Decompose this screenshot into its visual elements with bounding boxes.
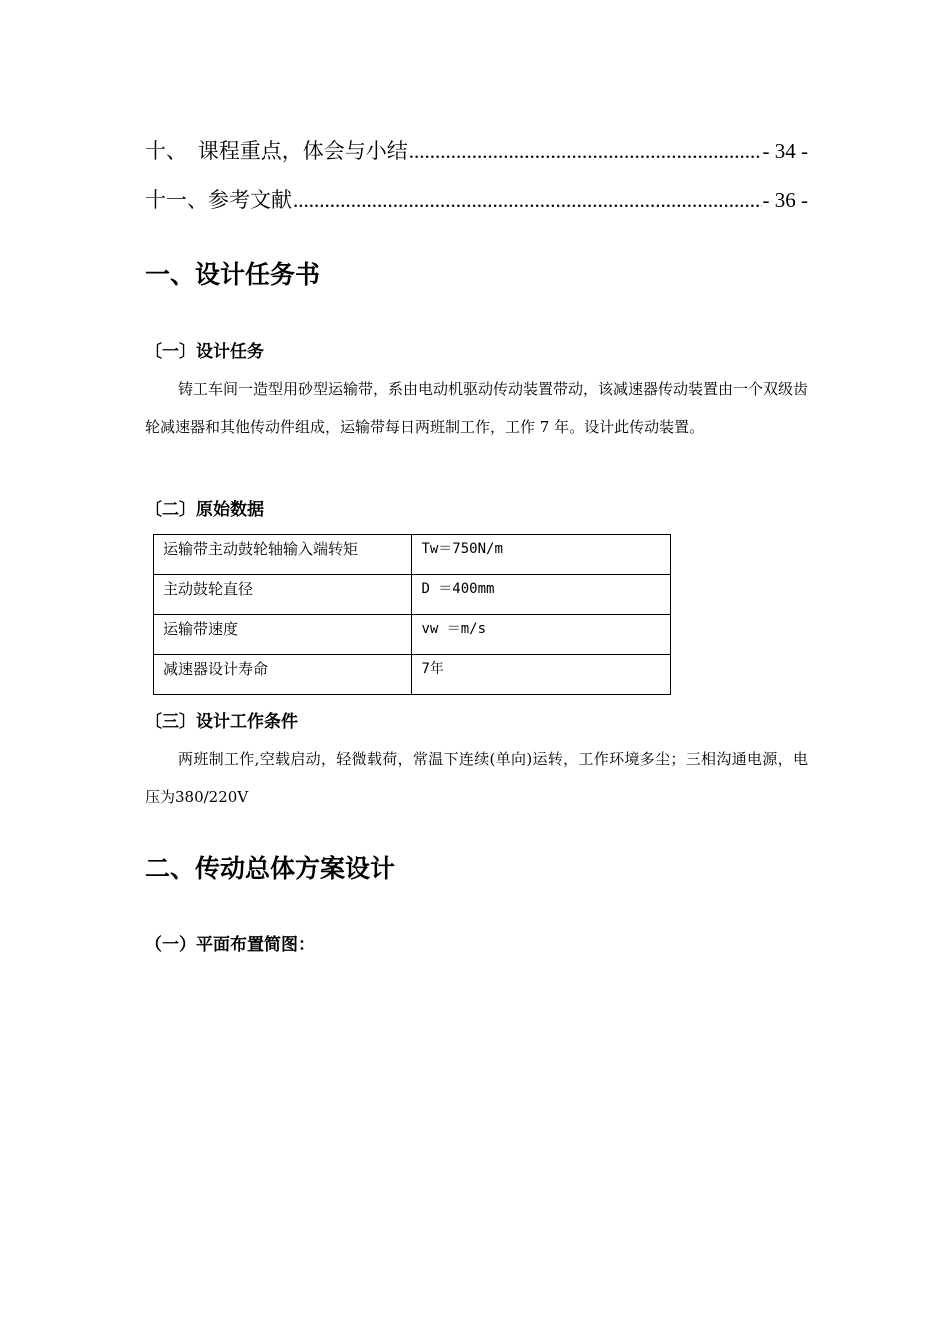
original-data-table bbox=[153, 534, 671, 695]
toc-entry-11[interactable] bbox=[145, 186, 808, 214]
table-cell-value: 7年 bbox=[412, 655, 671, 695]
table-cell-parameter: 运输带主动鼓轮轴输入端转矩 bbox=[154, 535, 412, 575]
table-row bbox=[154, 575, 671, 615]
toc-dot-leader bbox=[409, 137, 762, 165]
toc-entry-title: 参考文献 bbox=[208, 188, 292, 212]
subheading-working-conditions: 〔三〕设计工作条件 bbox=[145, 712, 298, 732]
subheading-design-task: 〔一〕设计任务 bbox=[145, 342, 264, 362]
table-cell-value: D ＝400mm bbox=[412, 575, 671, 615]
toc-entry-number: 十一、 bbox=[145, 188, 208, 212]
table-row bbox=[154, 615, 671, 655]
toc-entry-10[interactable] bbox=[145, 137, 808, 165]
table-cell-value: vw ＝m/s bbox=[412, 615, 671, 655]
subheading-original-data: 〔二〕原始数据 bbox=[145, 500, 264, 520]
table-cell-parameter: 减速器设计寿命 bbox=[154, 655, 412, 695]
subheading-layout-diagram: （一）平面布置简图： bbox=[145, 935, 315, 955]
toc-entry-title: 课程重点，体会与小结 bbox=[197, 139, 408, 163]
section-heading-design-task: 一、设计任务书 bbox=[145, 260, 321, 289]
table-row bbox=[154, 655, 671, 695]
toc-dot-leader bbox=[293, 186, 762, 214]
table-cell-parameter: 主动鼓轮直径 bbox=[154, 575, 412, 615]
section-heading-transmission-scheme: 二、传动总体方案设计 bbox=[145, 854, 396, 883]
table-row bbox=[154, 535, 671, 575]
toc-entry-page: - 34 - bbox=[762, 139, 808, 163]
table-cell-value: Tw＝750N/m bbox=[412, 535, 671, 575]
toc-entry-number: 十、 bbox=[145, 139, 187, 163]
toc-entry-page: - 36 - bbox=[762, 188, 808, 212]
working-conditions-paragraph: 两班制工作,空载启动，轻微载荷，常温下连续(单向)运转，工作环境多尘；三相沟通电源，电压为380/220V bbox=[145, 750, 808, 806]
table-cell-parameter: 运输带速度 bbox=[154, 615, 412, 655]
design-task-paragraph: 铸工车间一造型用砂型运输带，系由电动机驱动传动装置带动，该减速器传动装置由一个双级齿轮减速器和其他传动件组成，运输带每日两班制工作，工作 7 年。设计此传动装置。 bbox=[145, 380, 809, 436]
